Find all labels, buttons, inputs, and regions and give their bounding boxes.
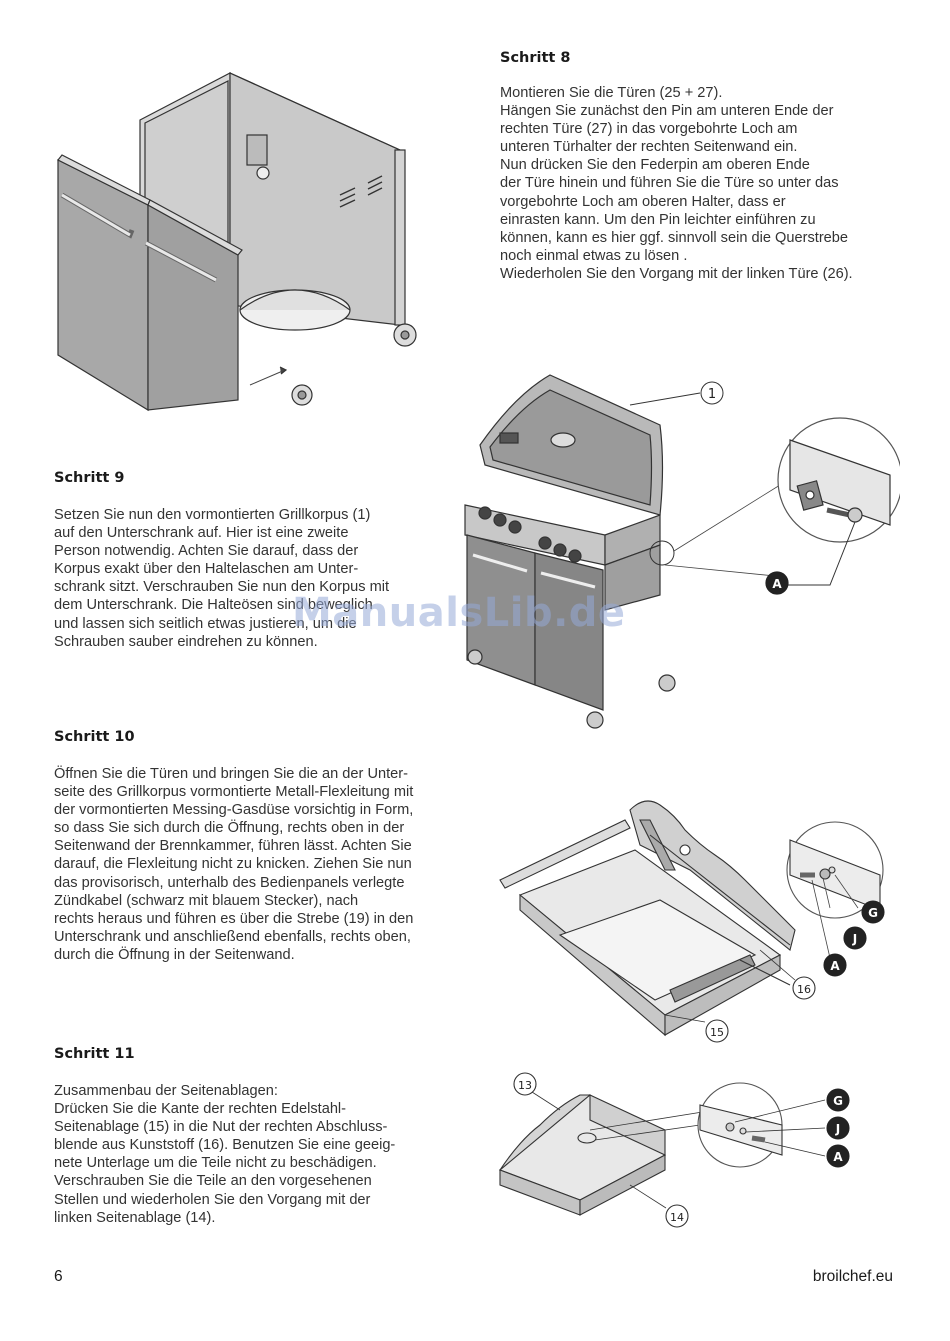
- brand-url: broilchef.eu: [812, 1268, 893, 1285]
- watermark: ManualsLib.de: [292, 590, 626, 636]
- text-line: darauf, die Flexleitung nicht zu knicken. Ziehen Sie nun: [54, 856, 412, 873]
- text-line: noch einmal etwas zu lösen .: [500, 247, 688, 264]
- text-line: Seitenwand der Brennkammer, führen lässt. Achten Sie: [54, 838, 412, 855]
- text-line: auf den Unterschrank auf. Hier ist eine zweite: [54, 525, 349, 542]
- callout-14-label: 14: [670, 1211, 684, 1224]
- callout-g-label: G: [833, 1094, 843, 1108]
- callout-16-label: 16: [797, 983, 811, 996]
- text-line: Seitenablage (15) in die Nut der rechten Abschluss-: [54, 1119, 388, 1136]
- text-line: rechts heraus und führen es über die Strebe (19) in den: [54, 910, 414, 927]
- text-line: vorgebohrte Loch am oberen Halter, dass er: [500, 193, 786, 210]
- text-line: Verschrauben Sie die Teile an den vorgesehenen: [54, 1173, 372, 1190]
- left-side-tray-illustration: [490, 1070, 870, 1235]
- text-line: Öffnen Sie die Türen und bringen Sie die an der Unter-: [54, 766, 408, 782]
- text-line: Unterschrank und anschließend ebenfalls, rechts oben,: [54, 928, 411, 945]
- text-line: und lassen sich seitlich etwas justieren, um die: [54, 615, 357, 632]
- text-line: linken Seitenablage (14).: [54, 1209, 216, 1226]
- text-line: Stellen und wiederholen Sie den Vorgang mit der: [54, 1191, 371, 1208]
- text-line: dem Unterschrank. Die Halteösen sind beweglich: [54, 597, 373, 614]
- grill-body-illustration: [455, 365, 900, 735]
- text-line: rechten Türe (27) in das vorgebohrte Loch am: [500, 121, 798, 138]
- text-line: Zündkabel (schwarz mit blauem Stecker), nach: [54, 892, 359, 909]
- text-line: Schrauben sauber eindrehen zu können.: [54, 633, 318, 650]
- text-line: so dass Sie sich durch die Öffnung, rechts oben in der: [54, 820, 405, 837]
- text-line: einrasten kann. Um den Pin leichter einführen zu: [500, 211, 816, 228]
- text-line: Wiederholen Sie den Vorgang mit der linken Türe (26).: [500, 265, 853, 282]
- callout-a-label: A: [772, 577, 782, 591]
- step-11-title: Schritt 11: [54, 1046, 135, 1062]
- text-line: durch die Öffnung in der Seitenwand.: [54, 946, 295, 963]
- step-8-title: Schritt 8: [500, 50, 571, 66]
- step-10-title: Schritt 10: [54, 729, 135, 745]
- text-line: seite des Grillkorpus vormontierte Metall-Flexleitung mit: [54, 784, 414, 801]
- callout-13-label: 13: [518, 1079, 532, 1092]
- callout-j-label: J: [852, 932, 858, 946]
- step-10-text: [54, 765, 413, 964]
- text-line: Zusammenbau der Seitenablagen:: [54, 1083, 278, 1099]
- text-line: Person notwendig. Achten Sie darauf, dass der: [54, 543, 359, 560]
- text-line: unteren Türhalter der rechten Seitenwand ein.: [500, 139, 798, 156]
- text-line: Drücken Sie die Kante der rechten Edelstahl-: [54, 1101, 347, 1118]
- callout-a-label: A: [830, 959, 840, 973]
- callout-1-label: 1: [707, 387, 717, 402]
- text-line: Setzen Sie nun den vormontierten Grillkorpus (1): [54, 507, 371, 523]
- text-line: der vormontierten Messing-Gasdüse vorsichtig in Form,: [54, 802, 414, 819]
- text-line: können, kann es hier ggf. sinnvoll sein die Querstrebe: [500, 229, 849, 246]
- text-line: nete Unterlage um die Teile nicht zu beschädigen.: [54, 1155, 377, 1172]
- text-line: Nun drücken Sie den Federpin am oberen Ende: [500, 157, 810, 174]
- right-side-tray-illustration: [490, 790, 900, 1050]
- text-line: der Türe hinein und führen Sie die Türe so unter das: [500, 175, 839, 192]
- text-line: Hängen Sie zunächst den Pin am unteren Ende der: [500, 103, 834, 120]
- text-line: blende aus Kunststoff (16). Benutzen Sie eine geeig-: [54, 1137, 396, 1154]
- cabinet-doors-illustration: [50, 55, 425, 415]
- callout-j-label: J: [835, 1122, 841, 1136]
- page-number: 6: [54, 1268, 63, 1285]
- step-8-text: [500, 84, 853, 283]
- text-line: schrank sitzt. Verschrauben Sie nun den Korpus mit: [54, 579, 390, 596]
- step-11-text: [54, 1082, 395, 1227]
- text-line: Korpus exakt über den Haltelaschen am Unter-: [54, 561, 359, 578]
- text-line: das provisorisch, unterhalb des Bedienpanels verlegte: [54, 874, 405, 891]
- callout-15-label: 15: [710, 1026, 724, 1039]
- callout-a-label: A: [833, 1150, 843, 1164]
- step-9-title: Schritt 9: [54, 470, 125, 486]
- text-line: Montieren Sie die Türen (25 + 27).: [500, 85, 723, 101]
- callout-g-label: G: [868, 906, 878, 920]
